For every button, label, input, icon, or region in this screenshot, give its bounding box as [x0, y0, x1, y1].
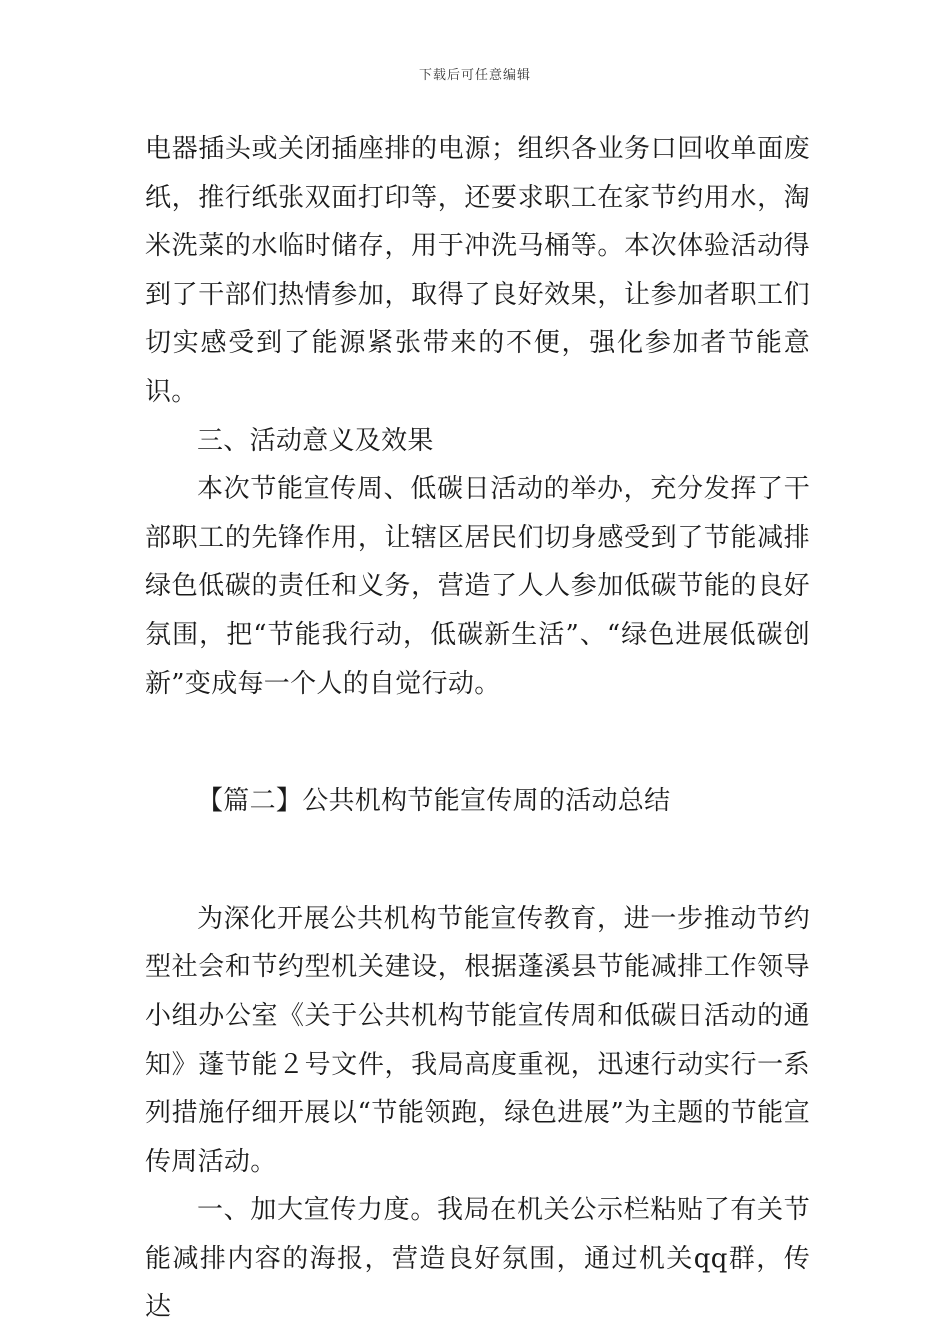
paragraph-continued: 电器插头或关闭插座排的电源；组织各业务口回收单面废纸，推行纸张双面打印等，还要求职工在家节约用水，淘米洗菜的水临时储存，用于冲洗马桶等。本次体验活动得到了干部们热情参加，取得了良好效果，让参加者职工们切实感受到了能源紧张带来的不便，强化参加者节能意识。	[145, 134, 810, 407]
page-header: 下载后可任意编辑	[418, 68, 531, 83]
spacer	[145, 708, 810, 777]
section-title: 【篇二】公共机构节能宣传周的活动总结	[197, 786, 671, 817]
paragraph-publicity: 一、加大宣传力度。我局在机关公示栏粘贴了有关节能减排内容的海报，营造良好氛围，通过机关qq群，传达	[145, 1195, 810, 1323]
spacer	[145, 826, 810, 895]
subheading-activity-significance: 三、活动意义及效果	[197, 425, 434, 456]
document-body	[145, 125, 810, 1332]
paragraph-significance: 本次节能宣传周、低碳日活动的举办，充分发挥了干部职工的先锋作用，让辖区居民们切身感受到了节能减排绿色低碳的责任和义务，营造了人人参加低碳节能的良好氛围，把“节能我行动，低碳新生活”、“绿色进展低碳创新”变成每一个人的自觉行动。	[145, 474, 810, 699]
paragraph-intro: 为深化开展公共机构节能宣传教育，进一步推动节约型社会和节约型机关建设，根据蓬溪县节能减排工作领导小组办公室《关于公共机构节能宣传周和低碳日活动的通知》蓬节能２号文件，我局高度重视，迅速行动实行一系列措施仔细开展以“节能领跑，绿色进展”为主题的节能宣传周活动。	[145, 903, 810, 1177]
